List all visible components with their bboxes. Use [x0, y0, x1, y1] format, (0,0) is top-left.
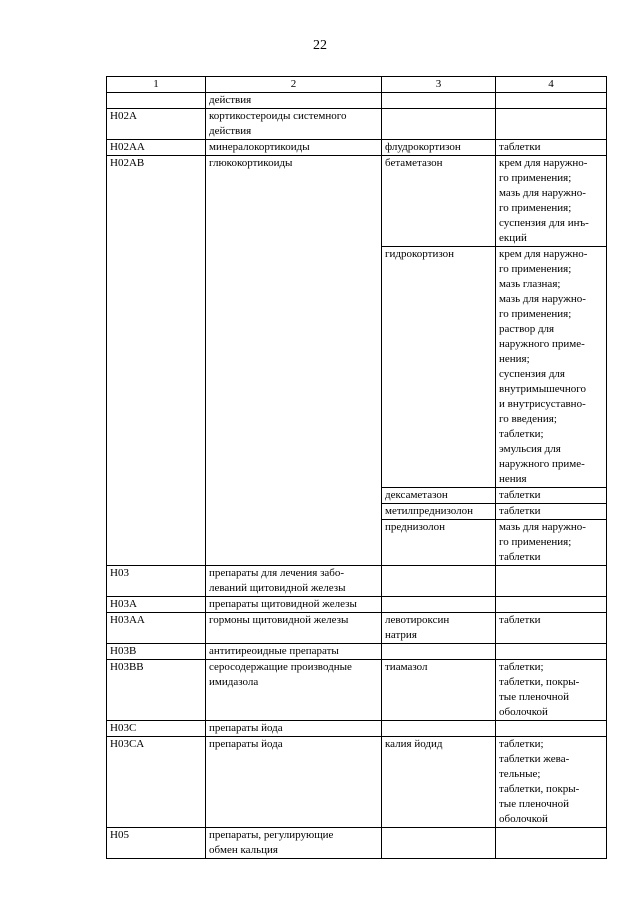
atc-code-cell: H03C	[107, 721, 206, 737]
table-row	[107, 660, 607, 721]
page-number: 22	[313, 38, 327, 53]
atc-code-cell: H02AA	[107, 140, 206, 156]
table-row	[107, 644, 607, 660]
table-row	[107, 721, 607, 737]
table-row	[107, 109, 607, 140]
drug-name-cell: дексаметазон	[382, 488, 496, 504]
atc-code-cell: H03BB	[107, 660, 206, 721]
dosage-form-cell: таблетки	[496, 613, 607, 644]
drug-name-cell	[382, 93, 496, 109]
atc-code-cell: H03	[107, 566, 206, 597]
dosage-form-cell: крем для наружно- го применения; мазь глазная; мазь для наружно- го применения; раствор для наружного приме- нения; суспензия для внутримышечного и внутрисуставно- го введения; таблетки; эмульсия для наружного приме- нения	[496, 247, 607, 488]
dosage-form-cell	[496, 828, 607, 859]
header-cell: 1	[107, 77, 206, 93]
atc-code-cell: H02A	[107, 109, 206, 140]
table-row	[107, 613, 607, 644]
table-row	[107, 566, 607, 597]
drug-name-cell	[382, 644, 496, 660]
group-name-cell: минералокортикоиды	[206, 140, 382, 156]
drug-name-cell: левотироксин натрия	[382, 613, 496, 644]
dosage-form-cell	[496, 109, 607, 140]
table-row	[107, 140, 607, 156]
drug-name-cell: гидрокортизон	[382, 247, 496, 488]
drug-table	[106, 76, 607, 859]
group-name-cell: препараты щитовидной железы	[206, 597, 382, 613]
header-cell: 3	[382, 77, 496, 93]
group-name-cell: серосодержащие производные имидазола	[206, 660, 382, 721]
dosage-form-cell	[496, 93, 607, 109]
table-row	[107, 828, 607, 859]
dosage-form-cell: крем для наружно- го применения; мазь для наружно- го применения; суспензия для инъ- екций	[496, 156, 607, 247]
group-name-cell: антитиреоидные препараты	[206, 644, 382, 660]
group-name-cell: препараты йода	[206, 721, 382, 737]
group-name-cell: действия	[206, 93, 382, 109]
group-name-cell: гормоны щитовидной железы	[206, 613, 382, 644]
dosage-form-cell	[496, 644, 607, 660]
group-name-cell: препараты для лечения забо- леваний щитовидной железы	[206, 566, 382, 597]
atc-code-cell: H03CA	[107, 737, 206, 828]
dosage-form-cell: таблетки	[496, 140, 607, 156]
group-name-cell: кортикостероиды системного действия	[206, 109, 382, 140]
header-cell: 4	[496, 77, 607, 93]
group-name-cell: глюкокортикоиды	[206, 156, 382, 566]
group-name-cell: препараты, регулирующие обмен кальция	[206, 828, 382, 859]
drug-name-cell: флудрокортизон	[382, 140, 496, 156]
drug-name-cell	[382, 566, 496, 597]
dosage-form-cell: таблетки; таблетки жева- тельные; таблетки, покры- тые пленочной оболочкой	[496, 737, 607, 828]
drug-name-cell	[382, 828, 496, 859]
dosage-form-cell: таблетки	[496, 504, 607, 520]
header-cell: 2	[206, 77, 382, 93]
dosage-form-cell: мазь для наружно- го применения; таблетки	[496, 520, 607, 566]
atc-code-cell	[107, 93, 206, 109]
dosage-form-cell	[496, 721, 607, 737]
atc-code-cell: H03AA	[107, 613, 206, 644]
drug-name-cell	[382, 109, 496, 140]
table-header-row	[107, 77, 607, 93]
drug-name-cell: бетаметазон	[382, 156, 496, 247]
table-row	[107, 597, 607, 613]
atc-code-cell: H02AB	[107, 156, 206, 566]
table-row	[107, 737, 607, 828]
dosage-form-cell	[496, 566, 607, 597]
table-row	[107, 156, 607, 247]
drug-name-cell: преднизолон	[382, 520, 496, 566]
drug-name-cell: калия йодид	[382, 737, 496, 828]
dosage-form-cell	[496, 597, 607, 613]
drug-name-cell: тиамазол	[382, 660, 496, 721]
atc-code-cell: H03A	[107, 597, 206, 613]
dosage-form-cell: таблетки	[496, 488, 607, 504]
dosage-form-cell: таблетки; таблетки, покры- тые пленочной оболочкой	[496, 660, 607, 721]
table-row	[107, 93, 607, 109]
group-name-cell: препараты йода	[206, 737, 382, 828]
atc-code-cell: H03B	[107, 644, 206, 660]
drug-name-cell: метилпреднизолон	[382, 504, 496, 520]
drug-name-cell	[382, 721, 496, 737]
atc-code-cell: H05	[107, 828, 206, 859]
drug-name-cell	[382, 597, 496, 613]
